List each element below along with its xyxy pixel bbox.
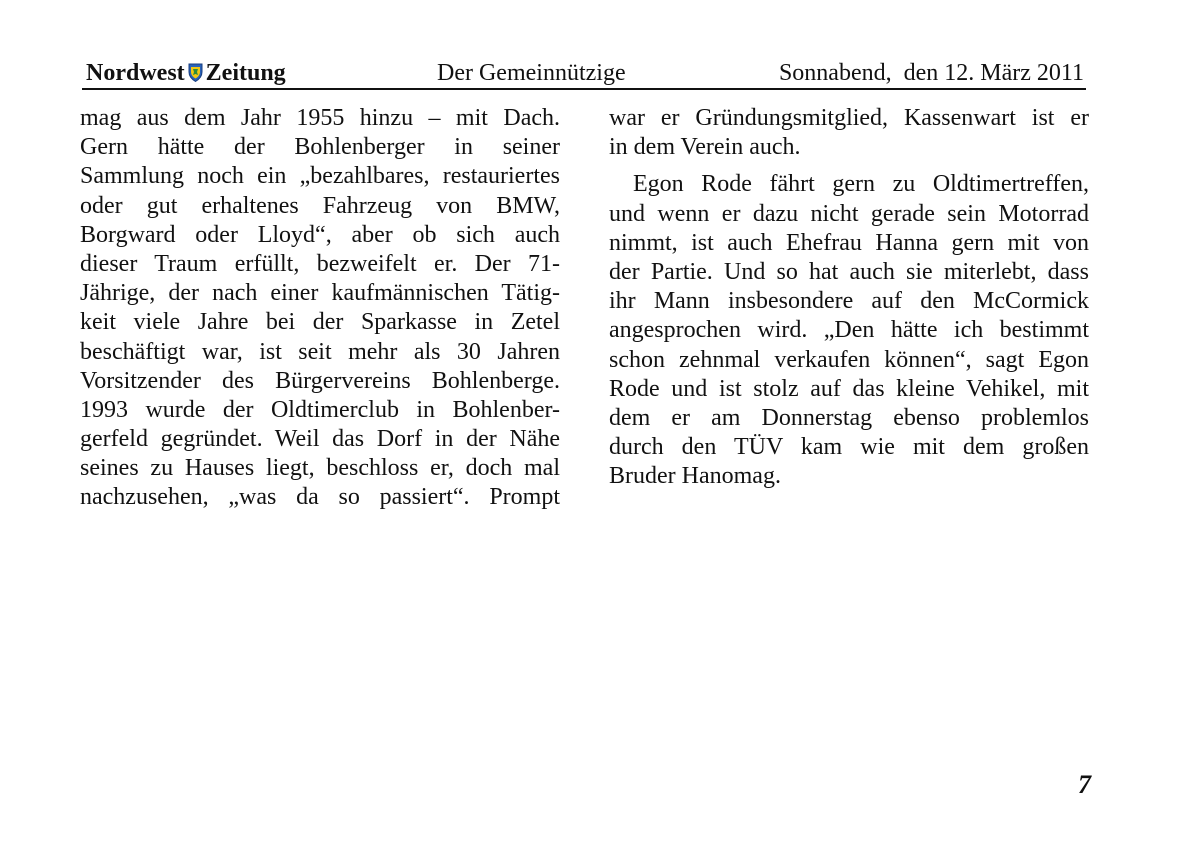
- text-line: durch den TÜV kam wie mit dem großen: [609, 434, 1089, 461]
- text-line: Rode und ist stolz auf das kleine Vehikel, mit: [609, 375, 1089, 402]
- page-header: [82, 58, 1086, 90]
- paragraph-continuation: [609, 104, 1089, 162]
- left-text-column: [80, 104, 560, 513]
- newspaper-masthead: [86, 58, 286, 88]
- text-line: und wenn er dazu nicht gerade sein Motorrad: [609, 200, 1089, 227]
- text-line: mag aus dem Jahr 1955 hinzu – mit Dach.: [80, 105, 560, 131]
- text-line: der Partie. Und so hat auch sie miterlebt, dass: [609, 258, 1089, 285]
- masthead-left-word: Nordwest: [86, 60, 185, 86]
- text-line: schon zehnmal verkaufen können“, sagt Egon: [609, 346, 1089, 373]
- text-line: Bruder Hanomag.: [609, 463, 781, 490]
- text-line: dieser Traum erfüllt, bezweifelt er. Der 71-: [80, 250, 560, 277]
- text-line: Sammlung noch ein „bezahlbares, restauriertes: [80, 163, 560, 190]
- paragraph: [609, 170, 1089, 491]
- text-line: dem er am Donnerstag ebenso problemlos: [609, 404, 1089, 431]
- text-line: nimmt, ist auch Ehefrau Hanna gern mit von: [609, 229, 1089, 256]
- text-line: in dem Verein auch.: [609, 134, 801, 161]
- coat-of-arms-icon: [188, 60, 203, 79]
- text-line: ihr Mann insbesondere auf den McCormick: [609, 288, 1089, 315]
- text-line: war er Gründungsmitglied, Kassenwart ist er: [609, 105, 1089, 131]
- text-line: oder gut erhaltenes Fahrzeug von BMW,: [80, 192, 560, 219]
- paragraph-gap: [609, 162, 1089, 170]
- text-line: Jährige, der nach einer kaufmännischen Tätig-: [80, 280, 560, 307]
- text-line: 1993 wurde der Oldtimerclub in Bohlenber-: [80, 396, 560, 423]
- text-line: nachzusehen, „was da so passiert“. Prompt: [80, 484, 560, 511]
- text-line: Gern hätte der Bohlenberger in seiner: [80, 134, 560, 161]
- text-line: Vorsitzender des Bürgervereins Bohlenberge.: [80, 367, 560, 394]
- masthead-right-word: Zeitung: [205, 60, 286, 86]
- text-line: keit viele Jahre bei der Sparkasse in Zetel: [80, 309, 560, 336]
- text-line: gerfeld gegründet. Weil das Dorf in der Nähe: [80, 426, 560, 453]
- section-title: Der Gemeinnützige: [437, 60, 626, 86]
- page-number: 7: [1078, 770, 1091, 799]
- issue-date: Sonnabend, den 12. März 2011: [778, 60, 1084, 86]
- text-line: angesprochen wird. „Den hätte ich bestimmt: [609, 317, 1089, 344]
- right-text-column: [609, 104, 1089, 491]
- text-line: Egon Rode fährt gern zu Oldtimertreffen,: [633, 171, 1089, 198]
- text-line: Borgward oder Lloyd“, aber ob sich auch: [80, 221, 560, 248]
- text-line: beschäftigt war, ist seit mehr als 30 Jahren: [80, 338, 560, 365]
- text-line: seines zu Hauses liegt, beschloss er, doch mal: [80, 455, 560, 482]
